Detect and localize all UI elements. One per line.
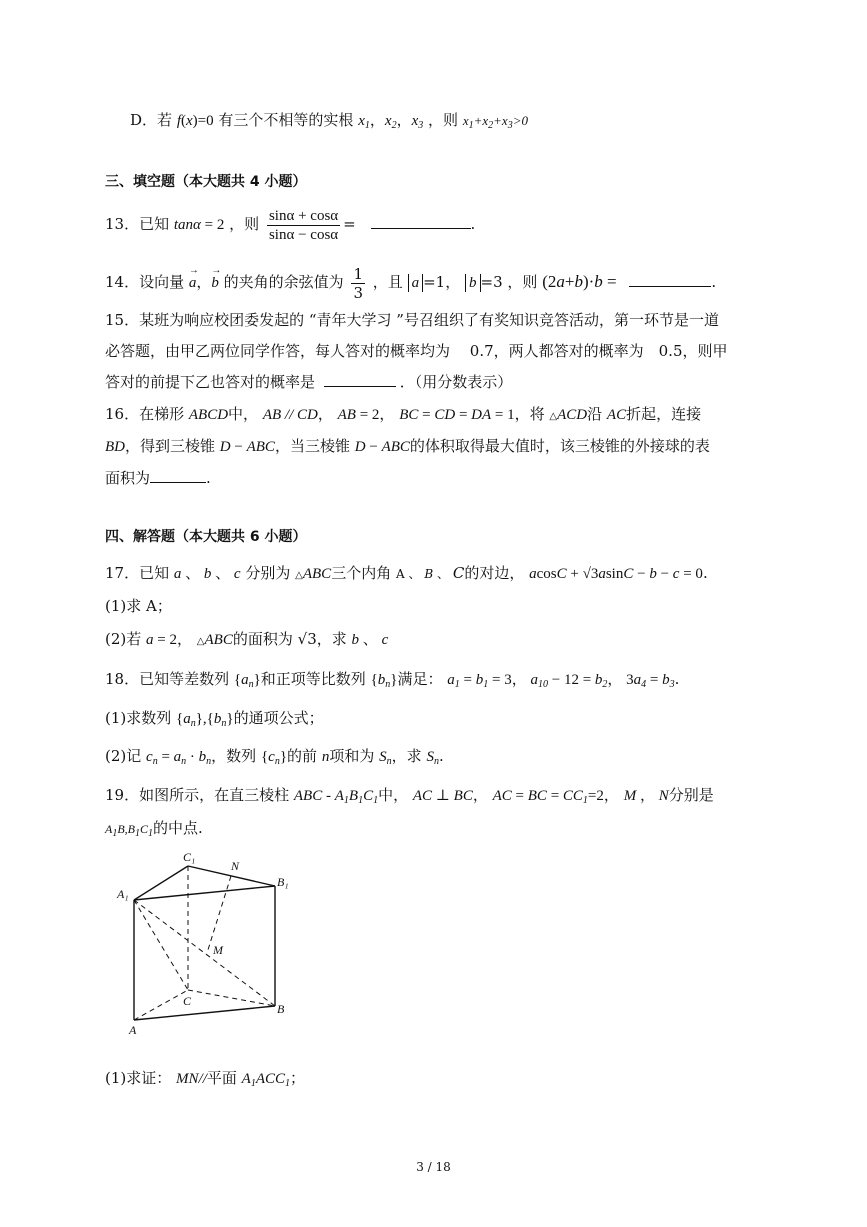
q14-num: 14．设向量 [105,273,185,291]
q19-line2 [105,818,203,844]
d-abc-2: D − ABC [354,439,410,455]
section-3-title: 三、填空题（本大题共 4 小题） [105,174,307,190]
q18-p2e: ，求 [391,747,422,765]
ab-parallel-cd: AB // CD [262,407,318,423]
q17-end: . [702,564,708,582]
q19-num: 19．如图所示，在直三棱柱 [105,786,290,804]
abc-sides: a 、 b 、 c [173,566,241,582]
angles: A 、 B 、 C [396,564,465,582]
q15-line3 [105,372,512,392]
q15-line2: 必答题，由甲乙两位同学作答，每人答对的概率均为 0.7，两人都答对的概率为 0.5，则甲 [105,342,728,360]
q16-l2b: ，当三棱锥 [274,437,350,455]
prism: ABC - $A_1B_1C_1$ [293,788,379,806]
mn-parallel: MN// [176,1071,207,1087]
q18-end: . [674,670,680,688]
label-c: C [183,994,192,1008]
page-number: 3 / 18 [416,1160,451,1174]
q16-l2a: ，得到三棱锥 [125,437,216,455]
m-n: M ， N [623,788,669,804]
q18-conditions: $a_1 = b_1 = 3$， $a_{10} - 12 = b_2$， $3a_4 = b_3$ [447,672,675,690]
tri-acd: △ACD [549,407,588,423]
roots: $x_1$，$x_2$，$x_3$ [358,113,424,131]
q16-line2 [105,436,710,457]
line-mn-hidden [207,876,231,953]
sn-2: $S_n$ [426,749,439,767]
q17-part1: (1)求 A； [105,597,172,615]
question-14: 14．设向量 → a，→ b 的夹角的余弦值为 $\frac{1}{3}$ ，且 a =1， b =3 ，则 (2a+b)·b = . [105,262,716,303]
q14-expr: (2a+b)·b = [542,272,617,291]
question-13: 13．已知 tanα = 2 ，则 $\frac{\sin\alpha + \cos\alpha}{\sin\alpha - \cos\alpha}$ = . [105,207,476,243]
q16-line3 [105,468,211,488]
tan-alpha: tanα = 2 [173,217,225,233]
q14-end: . [711,273,717,291]
q19-line1: 19．如图所示，在直三棱柱 ABC - $A_1B_1C_1$中， AC ⊥ BC， AC = BC = $CC_1=2$， M ， N分别是 [105,786,714,806]
section-4-title: 四、解答题（本大题共 6 小题） [105,529,307,545]
abs-a: a [408,274,424,292]
q15-blank [324,372,396,387]
seqs: $\{a_n\},\{b_n\}$ [176,711,234,729]
option-d-text1: 有三个不相等的实根 [218,111,354,129]
ab-eq-2: AB = 2 [337,407,380,423]
q18-p2c: 的前 [287,747,318,765]
line-a1c-hidden [134,900,188,990]
q16-l2c: 的体积取得最大值时，该三棱锥的外接球的表 [409,437,710,455]
q19-p1end: ； [290,1069,306,1087]
q16-num: 16．在梯形 [105,405,185,423]
q19-t1: 中， [378,786,409,804]
b-c: b 、 c [351,632,389,648]
a-eq-2: a = 2 [146,632,177,648]
q19-p1a: (1)求证： [105,1069,172,1087]
q16-t1: 中， [228,405,259,423]
q18-t1: 和正项等比数列 [260,670,366,688]
q18-p2b: ，数列 [211,747,257,765]
q14-t1: 的夹角的余弦值为 [223,273,344,291]
q18-p1a: (1)求数列 [105,709,172,727]
q13-fraction: $\frac{\sin\alpha + \cos\alpha}{\sin\alpha - \cos\alpha}$ [268,207,339,243]
seq-cn: $\{c_n\}$ [260,749,288,767]
prism-figure [115,848,295,1038]
vec-b: → b [211,263,219,303]
bd: BD [105,439,125,455]
q18-p1b: 的通项公式； [233,709,324,727]
q13-num: 13．已知 [105,215,170,233]
q16-t2: ，将 [514,405,545,423]
abcd: ABCD [188,407,229,423]
q17-t1: 分别为 [245,564,291,582]
option-d-text2: ，则 [428,111,459,129]
option-d-label: D．若 [130,111,173,129]
q17-equation: acosC + √3asinC − b − c = 0 [529,566,703,582]
label-b: B [277,1002,285,1016]
q18-num: 18．已知等差数列 [105,670,230,688]
ac: AC [606,407,627,423]
q17-p2d: ，求 [316,630,347,648]
sum-roots: $x_1+x_2+x_3>0$ [462,113,528,131]
q13-mid: ，则 [229,215,260,233]
q17-line1 [105,563,708,586]
vec-a: → a [189,263,197,303]
q16-t4: 折起，连接 [626,405,702,423]
q13-blank [371,214,471,229]
fx-eq-zero: f(x)=0 [176,113,214,129]
q15-line3b: ．（用分数表示） [399,373,513,391]
label-m: M [213,943,223,957]
q14-t2: ，且 [372,273,403,291]
q17-t3: 的对边， [464,564,525,582]
q17-t2: 三个内角 [331,564,392,582]
q17-part2 [105,629,388,652]
q19-part1 [105,1068,305,1094]
q14-blank [629,272,711,287]
q19-t2: ， [472,786,488,804]
label-a1: A₁ [117,887,129,901]
q19-p1b: 平面 [206,1069,237,1087]
q18-p2end: . [438,747,444,765]
sqrt3: √3 [297,630,317,648]
q16-blank [150,468,206,483]
plane-a1acc1: $A_1ACC_1$ [241,1071,291,1089]
edge-ab [134,1006,275,1020]
label-a: A [129,1023,137,1037]
q17-p2a: (2)若 [105,630,142,648]
q18-line1 [105,669,679,695]
q16-l3: 面积为 [105,469,151,487]
a1b-b1c1: $A_1B,B_1C_1$ [105,822,154,839]
abs-b: b [465,274,481,292]
label-b1: B₁ [277,875,289,889]
q17-p2b: ， [177,630,193,648]
q19-l2b: 的中点. [153,819,203,837]
q16-l3end: . [206,469,211,487]
q16-t3: 沿 [587,405,603,423]
cn-def: $c_n = a_n \cdot b_n$ [146,749,212,767]
n: n [321,749,330,765]
d-abc-1: D − ABC [219,439,275,455]
edge-cb-hidden [188,990,275,1006]
q18-p2a: (2)记 [105,747,142,765]
cos-fraction: $\frac{1}{3}$ [353,264,364,302]
q17-p2c: 的面积为 [232,630,293,648]
tri-abc: △ABC [295,566,332,582]
tri-abc-2: △ABC [196,632,233,648]
seq-bn: $\{b_n\}$ [370,672,398,690]
edge-a1b1 [134,886,275,900]
q13-end: . [470,215,476,233]
q19-t3: 分别是 [668,786,714,804]
q14-t3: ，则 [507,273,538,291]
q16-line1: 16．在梯形 ABCD中， AB // CD， AB = 2， BC = CD = DA = 1，将 △ACD沿 AC折起，连接 [105,405,702,423]
q18-t2: 满足： [397,670,443,688]
q18-p2d: 项和为 [329,747,375,765]
q19-lengths: AC = BC = $CC_1=2$ [492,788,604,806]
q15-line1: 15．某班为响应校团委发起的 “青年大学习 ”号召组织了有奖知识竞答活动，第一环节是一道 [105,311,719,329]
label-c1: C₁ [183,850,196,864]
sn-1: $S_n$ [379,749,392,767]
ac-perp-bc: AC ⊥ BC [412,788,473,804]
q15-line3a: 答对的前提下乙也答对的概率是 [105,373,316,391]
q18-part1 [105,708,324,734]
option-d [130,110,528,136]
bc-cd-da: BC = CD = DA = 1 [399,407,515,423]
q18-part2 [105,746,444,772]
seq-an: $\{a_n\}$ [233,672,261,690]
label-n: N [231,859,240,873]
q17-num: 17．已知 [105,564,170,582]
line-a1b-hidden [134,900,275,1006]
